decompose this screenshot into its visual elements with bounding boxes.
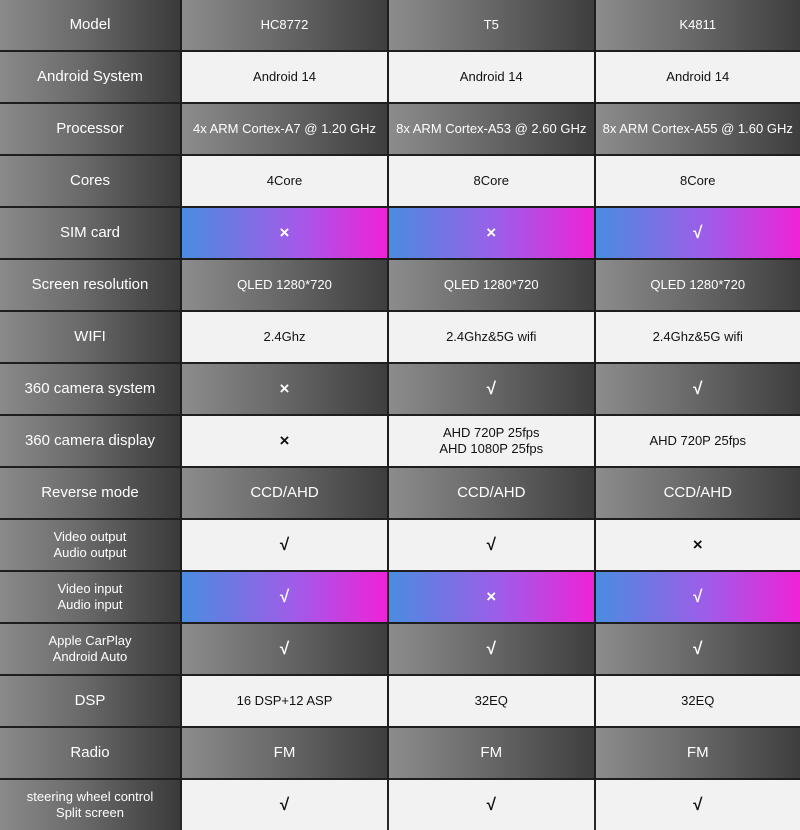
cell-360-camera-display-hc8772 — [182, 416, 387, 466]
cell-steering-wheel-control-split-screen-t5 — [389, 780, 594, 830]
cell-processor-t5-text: 8x ARM Cortex-A53 @ 2.60 GHz — [396, 121, 586, 137]
row-label-dsp-text: DSP — [75, 692, 106, 710]
cell-cores-hc8772-text: 4Core — [267, 173, 302, 189]
cell-360-camera-display-k4811 — [596, 416, 800, 466]
cell-360-camera-system-t5-text: √ — [487, 379, 496, 399]
row-label-video-input-audio-input-text: Audio input — [57, 597, 122, 613]
header-text: HC8772 — [261, 17, 309, 33]
cell-360-camera-system-t5 — [389, 364, 594, 414]
cell-screen-resolution-k4811 — [596, 260, 800, 310]
cell-video-input-audio-input-hc8772-text: √ — [280, 587, 289, 607]
cell-reverse-mode-t5-text: CCD/AHD — [457, 484, 525, 502]
row-label-360-camera-display-text: 360 camera display — [25, 432, 155, 450]
cell-android-system-k4811 — [596, 52, 800, 102]
cell-360-camera-display-k4811-text: AHD 720P 25fps — [649, 433, 746, 449]
cell-video-input-audio-input-hc8772 — [182, 572, 387, 622]
cell-radio-k4811-text: FM — [687, 744, 709, 762]
cell-reverse-mode-hc8772 — [182, 468, 387, 518]
cell-video-input-audio-input-k4811-text: √ — [693, 587, 702, 607]
cell-dsp-t5 — [389, 676, 594, 726]
row-label-wifi — [0, 312, 180, 362]
cell-video-output-audio-output-hc8772-text: √ — [280, 535, 289, 555]
header-model-t5 — [389, 0, 594, 50]
cell-processor-t5 — [389, 104, 594, 154]
cell-dsp-hc8772-text: 16 DSP+12 ASP — [237, 693, 333, 709]
row-label-android-system — [0, 52, 180, 102]
row-label-video-output-audio-output — [0, 520, 180, 570]
cell-360-camera-system-hc8772-text: × — [280, 379, 290, 399]
cell-screen-resolution-t5 — [389, 260, 594, 310]
cell-wifi-t5-text: 2.4Ghz&5G wifi — [446, 329, 536, 345]
row-label-360-camera-display — [0, 416, 180, 466]
cell-steering-wheel-control-split-screen-t5-text: √ — [487, 795, 496, 815]
row-label-processor-text: Processor — [56, 120, 124, 138]
cell-sim-card-t5 — [389, 208, 594, 258]
cell-android-system-t5 — [389, 52, 594, 102]
cell-dsp-t5-text: 32EQ — [475, 693, 508, 709]
cell-steering-wheel-control-split-screen-k4811-text: √ — [693, 795, 702, 815]
row-label-wifi-text: WIFI — [74, 328, 106, 346]
cell-cores-hc8772 — [182, 156, 387, 206]
cell-wifi-t5 — [389, 312, 594, 362]
cell-video-input-audio-input-k4811 — [596, 572, 800, 622]
row-label-sim-card — [0, 208, 180, 258]
row-label-video-output-audio-output-text: Video output — [54, 529, 127, 545]
cell-video-output-audio-output-t5-text: √ — [487, 535, 496, 555]
header-model-hc8772 — [182, 0, 387, 50]
cell-apple-carplay-android-auto-t5-text: √ — [487, 639, 496, 659]
cell-sim-card-k4811-text: √ — [693, 223, 702, 243]
cell-android-system-hc8772-text: Android 14 — [253, 69, 316, 85]
cell-reverse-mode-k4811-text: CCD/AHD — [664, 484, 732, 502]
cell-android-system-t5-text: Android 14 — [460, 69, 523, 85]
cell-sim-card-hc8772-text: × — [280, 223, 290, 243]
cell-video-output-audio-output-t5 — [389, 520, 594, 570]
row-label-radio — [0, 728, 180, 778]
header-text: T5 — [484, 17, 499, 33]
cell-360-camera-system-k4811-text: √ — [693, 379, 702, 399]
row-label-video-input-audio-input-text: Video input — [58, 581, 123, 597]
cell-steering-wheel-control-split-screen-hc8772 — [182, 780, 387, 830]
row-label-android-system-text: Android System — [37, 68, 143, 86]
cell-processor-k4811 — [596, 104, 800, 154]
row-label-processor — [0, 104, 180, 154]
cell-wifi-k4811 — [596, 312, 800, 362]
cell-screen-resolution-hc8772-text: QLED 1280*720 — [237, 277, 332, 293]
cell-sim-card-k4811 — [596, 208, 800, 258]
cell-apple-carplay-android-auto-k4811-text: √ — [693, 639, 702, 659]
row-label-video-input-audio-input — [0, 572, 180, 622]
cell-cores-k4811-text: 8Core — [680, 173, 715, 189]
cell-sim-card-t5-text: × — [486, 223, 496, 243]
row-label-sim-card-text: SIM card — [60, 224, 120, 242]
cell-reverse-mode-t5 — [389, 468, 594, 518]
row-label-screen-resolution — [0, 260, 180, 310]
cell-screen-resolution-k4811-text: QLED 1280*720 — [650, 277, 745, 293]
row-label-reverse-mode — [0, 468, 180, 518]
cell-sim-card-hc8772 — [182, 208, 387, 258]
cell-radio-t5-text: FM — [480, 744, 502, 762]
cell-dsp-hc8772 — [182, 676, 387, 726]
row-label-apple-carplay-android-auto — [0, 624, 180, 674]
row-label-apple-carplay-android-auto-text: Apple CarPlay — [48, 633, 131, 649]
row-label-apple-carplay-android-auto-text: Android Auto — [53, 649, 127, 665]
row-label-screen-resolution-text: Screen resolution — [32, 276, 149, 294]
cell-360-camera-system-k4811 — [596, 364, 800, 414]
cell-android-system-k4811-text: Android 14 — [666, 69, 729, 85]
row-label-dsp — [0, 676, 180, 726]
row-label-steering-wheel-control-split-screen — [0, 780, 180, 830]
cell-video-input-audio-input-t5 — [389, 572, 594, 622]
cell-radio-hc8772-text: FM — [274, 744, 296, 762]
row-label-reverse-mode-text: Reverse mode — [41, 484, 139, 502]
cell-steering-wheel-control-split-screen-k4811 — [596, 780, 800, 830]
cell-apple-carplay-android-auto-t5 — [389, 624, 594, 674]
header-model-label — [0, 0, 180, 50]
cell-radio-k4811 — [596, 728, 800, 778]
cell-screen-resolution-hc8772 — [182, 260, 387, 310]
row-label-cores-text: Cores — [70, 172, 110, 190]
cell-radio-t5 — [389, 728, 594, 778]
cell-processor-hc8772 — [182, 104, 387, 154]
cell-steering-wheel-control-split-screen-hc8772-text: √ — [280, 795, 289, 815]
header-model-k4811 — [596, 0, 800, 50]
row-label-360-camera-system-text: 360 camera system — [25, 380, 156, 398]
cell-processor-k4811-text: 8x ARM Cortex-A55 @ 1.60 GHz — [603, 121, 793, 137]
row-label-radio-text: Radio — [70, 744, 109, 762]
cell-video-output-audio-output-k4811 — [596, 520, 800, 570]
cell-cores-k4811 — [596, 156, 800, 206]
cell-360-camera-display-t5-text: AHD 1080P 25fps — [439, 441, 543, 457]
cell-video-output-audio-output-k4811-text: × — [693, 535, 703, 555]
cell-processor-hc8772-text: 4x ARM Cortex-A7 @ 1.20 GHz — [193, 121, 376, 137]
cell-wifi-hc8772-text: 2.4Ghz — [264, 329, 306, 345]
cell-dsp-k4811 — [596, 676, 800, 726]
cell-360-camera-display-hc8772-text: × — [280, 431, 290, 451]
cell-cores-t5-text: 8Core — [474, 173, 509, 189]
cell-apple-carplay-android-auto-hc8772 — [182, 624, 387, 674]
cell-video-output-audio-output-hc8772 — [182, 520, 387, 570]
cell-radio-hc8772 — [182, 728, 387, 778]
cell-android-system-hc8772 — [182, 52, 387, 102]
cell-reverse-mode-hc8772-text: CCD/AHD — [250, 484, 318, 502]
row-label-video-output-audio-output-text: Audio output — [53, 545, 126, 561]
cell-screen-resolution-t5-text: QLED 1280*720 — [444, 277, 539, 293]
cell-360-camera-system-hc8772 — [182, 364, 387, 414]
cell-reverse-mode-k4811 — [596, 468, 800, 518]
cell-video-input-audio-input-t5-text: × — [486, 587, 496, 607]
cell-apple-carplay-android-auto-hc8772-text: √ — [280, 639, 289, 659]
cell-360-camera-display-t5-text: AHD 720P 25fps — [443, 425, 540, 441]
header-text: K4811 — [679, 17, 716, 33]
row-label-360-camera-system — [0, 364, 180, 414]
row-label-steering-wheel-control-split-screen-text: steering wheel control — [27, 789, 153, 805]
cell-dsp-k4811-text: 32EQ — [681, 693, 714, 709]
cell-wifi-k4811-text: 2.4Ghz&5G wifi — [653, 329, 743, 345]
cell-cores-t5 — [389, 156, 594, 206]
row-label-cores — [0, 156, 180, 206]
cell-360-camera-display-t5 — [389, 416, 594, 466]
header-text: Model — [70, 16, 111, 34]
row-label-steering-wheel-control-split-screen-text: Split screen — [56, 805, 124, 821]
cell-apple-carplay-android-auto-k4811 — [596, 624, 800, 674]
cell-wifi-hc8772 — [182, 312, 387, 362]
